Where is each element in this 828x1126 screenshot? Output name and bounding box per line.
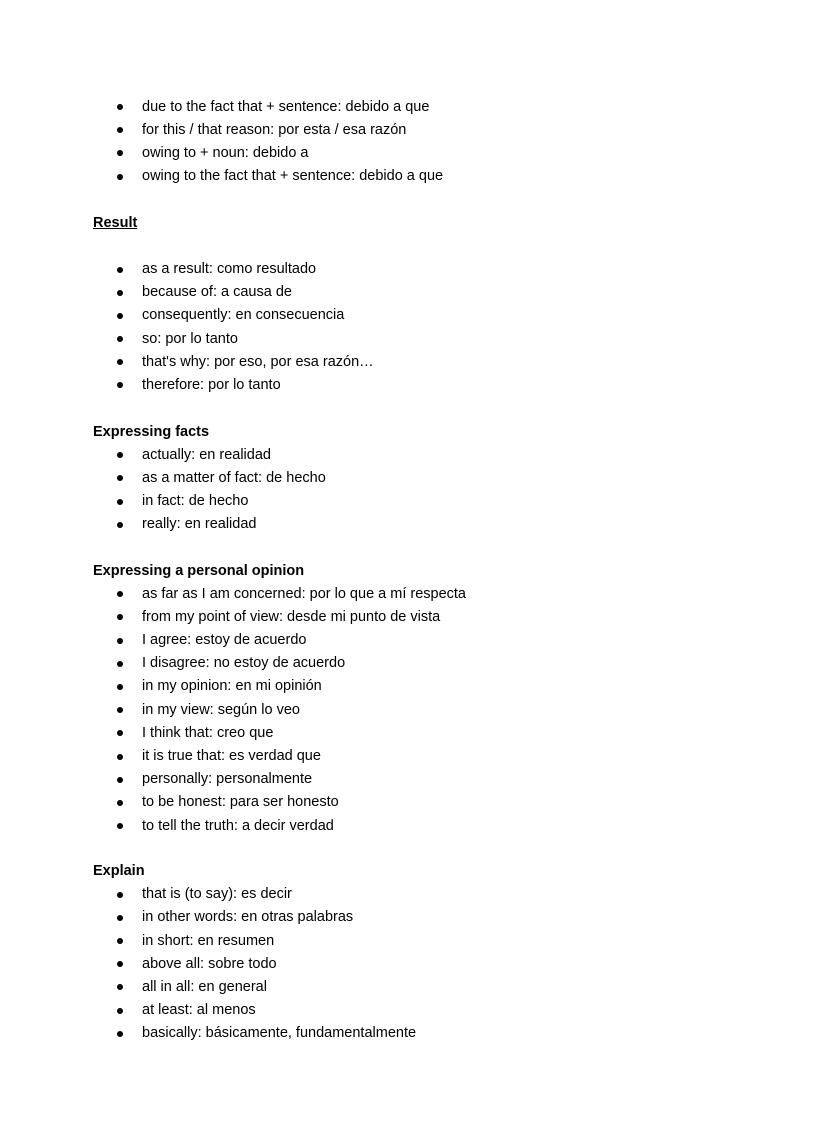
list-item-text: I disagree: no estoy de acuerdo: [142, 655, 346, 672]
list-item-text: above all: sobre todo: [142, 955, 277, 972]
list-item: [93, 606, 793, 629]
bullet-icon: [117, 984, 123, 990]
list-item: [93, 304, 793, 327]
result-list-block: [93, 258, 793, 397]
list-item: [93, 1022, 793, 1045]
list-item: [93, 768, 793, 791]
bullet-icon: [117, 938, 123, 944]
list-item: [93, 467, 793, 490]
list-item: [93, 930, 793, 953]
explain-section: [93, 860, 793, 1046]
list-item: [93, 444, 793, 467]
bullet-icon: [117, 174, 123, 180]
list-item: [93, 351, 793, 374]
list-item: [93, 490, 793, 513]
list-item: [93, 374, 793, 397]
list-item: [93, 119, 793, 142]
bullet-icon: [117, 915, 123, 921]
bullet-icon: [117, 591, 123, 597]
list-item: [93, 791, 793, 814]
list-item-text: it is true that: es verdad que: [142, 748, 321, 764]
bullet-icon: [117, 892, 123, 898]
list-item: [93, 699, 793, 722]
list-item: [93, 165, 793, 188]
list-item: [93, 281, 793, 304]
list-item: [93, 953, 793, 976]
bullet-icon: [117, 1031, 123, 1037]
bullet-icon: [117, 754, 123, 760]
list-item-text: that's why: por eso, por esa razón…: [142, 353, 374, 370]
section-heading-expressing-facts: Expressing facts: [93, 423, 210, 440]
result-list: [93, 258, 793, 397]
expressing-facts-section: [93, 421, 793, 537]
bullet-icon: [117, 800, 123, 806]
list-item-text: basically: básicamente, fundamentalmente: [142, 1025, 417, 1042]
list-item-text: personally: personalmente: [142, 771, 313, 788]
bullet-icon: [117, 961, 123, 967]
personal-opinion-list: [93, 583, 793, 838]
list-item-text: therefore: por lo tanto: [142, 376, 281, 393]
bullet-icon: [117, 313, 123, 319]
section-heading-result: Result: [93, 215, 138, 231]
list-item-text: owing to the fact that + sentence: debido a que: [142, 168, 444, 185]
list-item-text: in my opinion: en mi opinión: [142, 678, 322, 695]
bullet-icon: [117, 499, 123, 505]
section-heading-explain: Explain: [93, 863, 145, 879]
list-item-text: in fact: de hecho: [142, 493, 249, 510]
list-item-text: all in all: en general: [142, 978, 267, 995]
list-item-text: consequently: en consecuencia: [142, 307, 345, 324]
list-item: [93, 745, 793, 768]
bullet-icon: [117, 104, 123, 110]
cause-section: [93, 96, 793, 189]
list-item-text: to tell the truth: a decir verdad: [142, 817, 334, 834]
list-item-text: as far as I am concerned: por lo que a mí respecta: [142, 585, 466, 602]
list-item-text: as a result: como resultado: [142, 261, 317, 277]
list-item: [93, 142, 793, 165]
list-item-text: to be honest: para ser honesto: [142, 794, 339, 811]
list-item: [93, 722, 793, 745]
list-item-text: that is (to say): es decir: [142, 886, 292, 903]
bullet-icon: [117, 475, 123, 481]
list-item-text: from my point of view: desde mi punto de vista: [142, 608, 441, 625]
result-section: [93, 212, 793, 235]
section-heading-personal-opinion: Expressing a personal opinion: [93, 562, 305, 579]
list-item-text: so: por lo tanto: [142, 330, 238, 347]
bullet-icon: [117, 1008, 123, 1014]
list-item: [93, 258, 793, 281]
list-item: [93, 675, 793, 698]
bullet-icon: [117, 359, 123, 365]
list-item: [93, 999, 793, 1022]
list-item-text: in my view: según lo veo: [142, 701, 300, 718]
bullet-icon: [117, 777, 123, 783]
bullet-icon: [117, 336, 123, 342]
list-item: [93, 583, 793, 606]
list-item-text: for this / that reason: por esta / esa razón: [142, 121, 407, 138]
list-item: [93, 96, 793, 119]
list-item: [93, 328, 793, 351]
list-item: [93, 883, 793, 906]
list-item: [93, 652, 793, 675]
list-item-text: actually: en realidad: [142, 446, 271, 463]
bullet-icon: [117, 707, 123, 713]
expressing-facts-list: [93, 444, 793, 537]
list-item: [93, 976, 793, 999]
bullet-icon: [117, 382, 123, 388]
list-item-text: in short: en resumen: [142, 932, 275, 949]
bullet-icon: [117, 290, 123, 296]
list-item-text: I think that: creo que: [142, 724, 274, 741]
bullet-icon: [117, 150, 123, 156]
bullet-icon: [117, 522, 123, 528]
list-item-text: as a matter of fact: de hecho: [142, 469, 326, 486]
bullet-icon: [117, 730, 123, 736]
bullet-icon: [117, 452, 123, 458]
list-item: [93, 513, 793, 536]
bullet-icon: [117, 614, 123, 620]
list-item-text: I agree: estoy de acuerdo: [142, 632, 307, 649]
list-item-text: owing to + noun: debido a: [142, 144, 309, 161]
list-item-text: due to the fact that + sentence: debido a que: [142, 98, 430, 115]
list-item-text: at least: al menos: [142, 1002, 256, 1019]
explain-list: [93, 883, 793, 1045]
bullet-icon: [117, 267, 123, 273]
personal-opinion-section: [93, 560, 793, 838]
list-item-text: in other words: en otras palabras: [142, 909, 354, 926]
list-item: [93, 629, 793, 652]
bullet-icon: [117, 684, 123, 690]
list-item: [93, 906, 793, 929]
bullet-icon: [117, 823, 123, 829]
bullet-icon: [117, 127, 123, 133]
list-item-text: because of: a causa de: [142, 284, 292, 301]
list-item: [93, 815, 793, 838]
bullet-icon: [117, 661, 123, 667]
list-item-text: really: en realidad: [142, 516, 257, 533]
bullet-icon: [117, 638, 123, 644]
cause-list: [93, 96, 793, 189]
